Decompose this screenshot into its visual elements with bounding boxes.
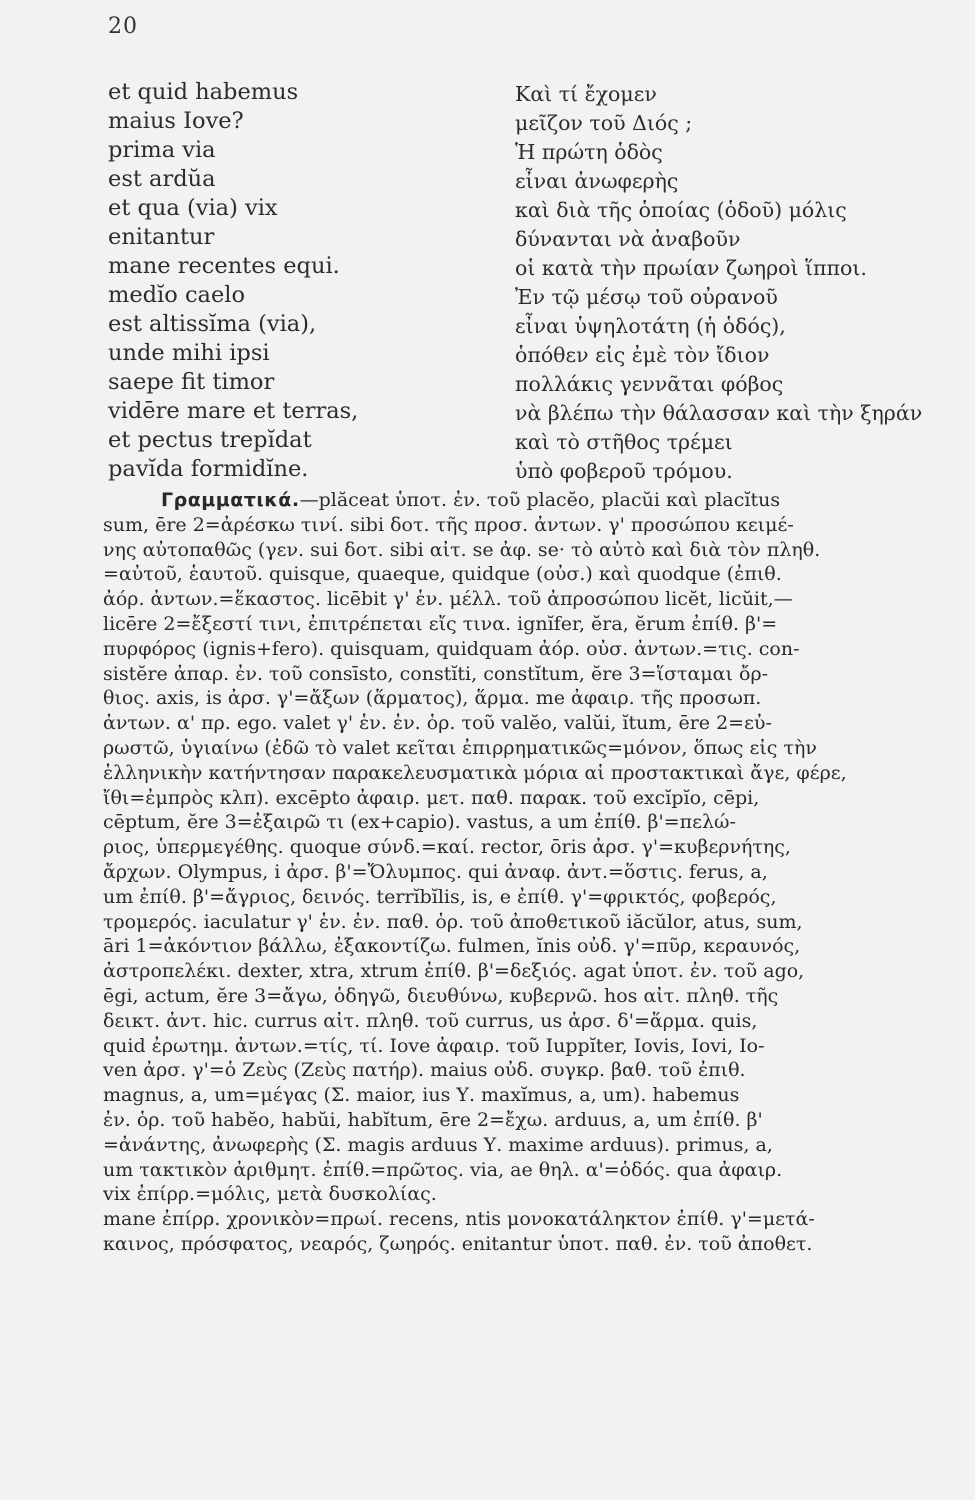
grammar-line: νης αὐτοπαθῶς (γεν. sui δοτ. sibi αἰτ. se ἀφ. se· τὸ αὐτὸ καὶ διὰ τὸν πληθ. [103,538,821,561]
greek-verse-line: μεῖζον τοῦ Διός ; [515,111,693,135]
greek-verse-line: Καὶ τί ἔχομεν [515,82,657,106]
greek-verse-line: δύνανται νὰ ἀναβοῦν [515,227,741,251]
grammar-line: um ἐπίθ. β'=ἄγριος, δεινός. terrĭbĭlis, is, e ἐπίθ. γ'=φρικτός, φοβερός, [103,885,777,908]
page-number: 20 [108,14,138,39]
grammar-line: ἴθι=ἐμπρὸς κλπ). excēpto ἀφαιρ. μετ. παθ. παρακ. τοῦ excĭpĭo, cēpi, [103,786,760,809]
greek-verse-line: πολλάκις γεννᾶται φόβος [515,372,784,396]
grammar-first-line-text: —plăceat ὑποτ. ἐν. τοῦ placĕo, placŭi καὶ placĭtus [299,489,781,511]
grammar-line: ἐν. ὁρ. τοῦ habĕo, habŭi, habĭtum, ēre 2=ἔχω. arduus, a, um ἐπίθ. β' [103,1108,763,1131]
grammar-line: θιος. axis, is ἀρσ. γ'=ἄξων (ἅρματος), ἅρμα. me ἀφαιρ. τῆς προσωπ. [103,687,762,710]
grammar-line: καινος, πρόσφατος, νεαρός, ζωηρός. enitantur ὑποτ. παθ. ἐν. τοῦ ἀποθετ. [103,1232,813,1255]
grammar-first-line [103,488,975,513]
greek-verse-line: Ἡ πρώτη ὁδὸς [515,140,663,164]
grammar-line: licēre 2=ἔξεστί τινι, ἐπιτρέπεται εἴς τινα. ignĭfer, ĕra, ĕrum ἐπίθ. β'= [103,612,778,635]
greek-verse-line: εἶναι ἀνωφερὴς [515,169,679,193]
greek-verse-line: ὁπόθεν εἰς ἐμὲ τὸν ἴδιον [515,343,770,367]
latin-verse-line: et quid habemus [108,79,299,105]
grammar-line: ἀστροπελέκι. dexter, xtra, xtrum ἐπίθ. β'=δεξιός. agat ὑποτ. ἐν. τοῦ ago, [103,960,805,983]
grammar-line: ēgi, actum, ĕre 3=ἄγω, ὁδηγῶ, διευθύνω, κυβερνῶ. hos αἰτ. πληθ. τῆς [103,984,779,1007]
grammar-line: magnus, a, um=μέγας (Σ. maior, ius Υ. maxĭmus, a, um). habemus [103,1084,740,1107]
grammar-line: sistĕre ἀπαρ. ἐν. τοῦ consīsto, constĭti, constĭtum, ĕre 3=ἵσταμαι ὄρ- [103,662,769,685]
latin-verse-line: et pectus trepĭdat [108,427,312,453]
grammar-line: cēptum, ĕre 3=ἐξαιρῶ τι (ex+capio). vastus, a um ἐπίθ. β'=πελώ- [103,811,736,834]
greek-translation-column [515,80,975,486]
grammar-line: ἑλληνικὴν κατήντησαν παρακελευσματικὰ μόρια αἱ προστακτικαὶ ἄγε, φέρε, [103,761,847,784]
grammar-line: ven ἀρσ. γ'=ὁ Ζεὺς (Ζεὺς πατήρ). maius οὐδ. συγκρ. βαθ. τοῦ ἐπιθ. [103,1059,746,1082]
greek-verse-line: οἱ κατὰ τὴν πρωίαν ζωηροὶ ἵπποι. [515,256,867,280]
greek-verse-line: Ἐν τῷ μέσῳ τοῦ οὐρανοῦ [515,285,778,309]
grammar-line: āri 1=ἀκόντιον βάλλω, ἐξακοντίζω. fulmen, ĭnis οὐδ. γ'=πῦρ, κεραυνός, [103,935,801,958]
latin-verse-line: est altissĭma (via), [108,311,317,337]
grammar-line: δεικτ. ἀντ. hic. currus αἰτ. πληθ. τοῦ currus, us ἀρσ. δ'=ἅρμα. quis, [103,1009,758,1032]
latin-verse-line: et qua (via) vix [108,195,278,221]
grammar-line: =ἀνάντης, ἀνωφερὴς (Σ. magis arduus Υ. maxime arduus). primus, a, [103,1133,773,1156]
grammar-line: ἄρχων. Olympus, i ἀρσ. β'=Ὄλυμπος. qui ἀναφ. ἀντ.=ὅστις. ferus, a, [103,860,768,883]
latin-verse-line: unde mihi ipsi [108,340,270,366]
latin-verse-line: saepe fit timor [108,369,275,395]
grammar-notes [103,488,975,1257]
grammar-line: τρομερός. iaculatur γ' ἑν. ἐν. παθ. ὁρ. τοῦ ἀποθετικοῦ iăcŭlor, atus, sum, [103,910,803,933]
greek-verse-line: εἶναι ὑψηλοτάτη (ἡ ὁδός), [515,314,786,338]
grammar-line: quid ἐρωτημ. ἀντων.=τίς, τί. Iove ἀφαιρ. τοῦ Iuppĭter, Iovis, Iovi, Io- [103,1034,765,1057]
latin-verse-line: mane recentes equi. [108,253,340,279]
latin-verse-line: prima via [108,137,216,163]
grammar-line: πυρφόρος (ignis+fero). quisquam, quidquam ἀόρ. οὐσ. ἀντων.=τις. con- [103,637,800,660]
grammar-line: =αὐτοῦ, ἑαυτοῦ. quisque, quaeque, quidque (οὐσ.) καὶ quodque (ἐπιθ. [103,563,782,586]
latin-verse-line: medĭo caelo [108,282,246,308]
greek-verse-line: νὰ βλέπω τὴν θάλασσαν καὶ τὴν ξηράν [515,401,923,425]
latin-verse-line: enitantur [108,224,215,250]
grammar-heading: Γραμματικά. [161,489,300,511]
grammar-line: vix ἐπίρρ.=μόλις, μετὰ δυσκολίας. [103,1183,437,1206]
greek-verse-line: καὶ τὸ στῆθος τρέμει [515,430,733,454]
latin-verse-line: maius Iove? [108,108,244,134]
grammar-line: ἀντων. α' πρ. ego. valet γ' ἑν. ἐν. ὁρ. τοῦ valĕo, valŭi, ĭtum, ēre 2=εὐ- [103,712,772,735]
latin-verse-line: est ardŭa [108,166,216,192]
grammar-line: ἀόρ. ἀντων.=ἕκαστος. licēbit γ' ἑν. μέλλ. τοῦ ἀπροσώπου licĕt, licŭit,— [103,588,793,611]
grammar-line: sum, ēre 2=ἀρέσκω τινί. sibi δοτ. τῆς προσ. ἀντων. γ' προσώπου κειμέ- [103,513,794,536]
greek-verse-line: καὶ διὰ τῆς ὁποίας (ὁδοῦ) μόλις [515,198,847,222]
grammar-line: ριος, ὑπερμεγέθης. quoque σύνδ.=καί. rector, ōris ἀρσ. γ'=κυβερνήτης, [103,836,791,859]
grammar-line: mane ἐπίρρ. χρονικὸν=πρωί. recens, ntis μονοκατάληκτον ἐπίθ. γ'=μετά- [103,1208,815,1231]
greek-verse-line: ὑπὸ φοβεροῦ τρόμου. [515,459,733,483]
latin-verse-line: pavĭda formidĭne. [108,456,309,482]
grammar-line: um τακτικὸν ἀριθμητ. ἐπίθ.=πρῶτος. via, ae θηλ. α'=ὁδός. qua ἀφαιρ. [103,1158,783,1181]
grammar-line: ρωστῶ, ὑγιαίνω (ἐδῶ τὸ valet κεῖται ἐπιρρηματικῶς=μόνον, ὅπως εἰς τὴν [103,736,817,759]
latin-verse-column [108,78,508,484]
latin-verse-line: vidēre mare et terras, [108,398,359,424]
